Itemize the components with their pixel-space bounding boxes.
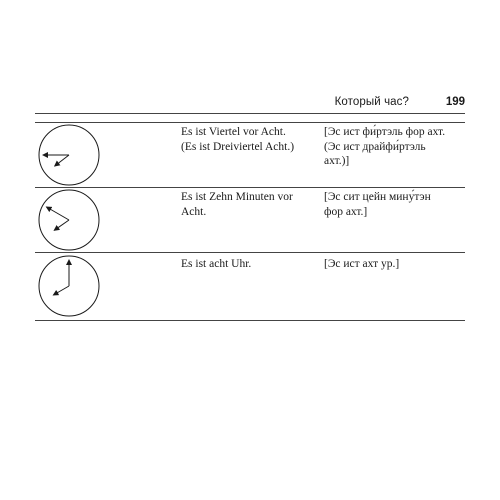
- running-title: Который час?: [334, 96, 409, 108]
- german-phrase: [181, 190, 313, 219]
- russian-transcription: [324, 190, 464, 219]
- german-line: Es ist Viertel vor Acht.: [181, 126, 286, 138]
- german-line: Es ist Zehn Minuten vor: [181, 191, 293, 203]
- clock-icon: [38, 189, 100, 251]
- german-line: (Es ist Dreiviertel Acht.): [181, 140, 295, 153]
- clock-face: [38, 255, 100, 317]
- row-divider: [35, 252, 465, 253]
- clock-icon: [38, 255, 100, 317]
- transcription-line: фор ахт.]: [324, 205, 368, 218]
- russian-transcription: [324, 125, 464, 169]
- german-line: Acht.: [181, 205, 207, 218]
- table-top-rule: [35, 122, 465, 123]
- clock-face: [38, 189, 100, 251]
- transcription-line: [Эс ист фи́ртэль фор ахт.: [324, 126, 446, 138]
- transcription-line: [Эс сит цейн мину́тэн: [324, 191, 431, 203]
- page-number: 199: [445, 96, 465, 108]
- row-divider: [35, 187, 465, 188]
- german-phrase: [181, 125, 313, 154]
- running-head: [0, 94, 465, 110]
- clock-icon: [38, 124, 100, 186]
- clock-face: [38, 124, 100, 186]
- german-phrase: [181, 257, 313, 272]
- hour-hand: [55, 155, 69, 166]
- hour-hand: [53, 286, 69, 295]
- hour-hand: [54, 220, 69, 230]
- transcription-line: [Эс ист ахт ур.]: [324, 258, 400, 270]
- minute-hand: [46, 207, 69, 220]
- transcription-line: ахт.)]: [324, 155, 350, 167]
- table-bottom-rule: [35, 320, 465, 321]
- header-rule: [35, 113, 465, 114]
- russian-transcription: [324, 257, 464, 272]
- transcription-line: (Эс ист драйфи́ртэль: [324, 140, 426, 153]
- german-line: Es ist acht Uhr.: [181, 258, 252, 270]
